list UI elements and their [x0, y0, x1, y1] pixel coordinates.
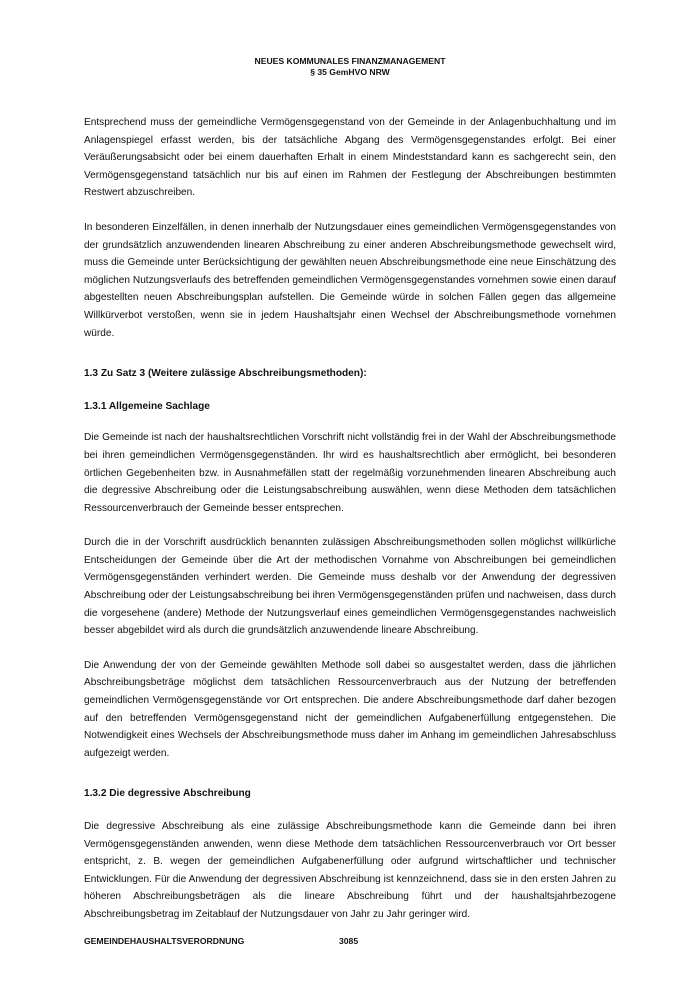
page-header — [0, 56, 700, 78]
paragraph: Entsprechend muss der gemeindliche Vermögensgegenstand von der Gemeinde in der Anlagenbuchhaltung und im Anlagenspiegel erfasst werden, bis der tatsächliche Abgang des Vermögensgegenstandes erfolgt. Bei einer Veräußerungsabsicht oder bei einem dauerhaften Erhalt in einem Mindeststandard kann es sachgerecht sein, den Vermögensgegenstand tatsächlich nur bis auf einen im Rahmen der Festlegung der Abschreibungen bestimmten Restwert abzuschreiben. — [84, 117, 616, 199]
paragraph: Die degressive Abschreibung als eine zulässige Abschreibungsmethode kann die Gemeinde dann bei ihren Vermögensgegenständen anwenden, wenn diese Methode dem tatsächlichen Ressourcenverbrauch vor Ort besser entspricht, z. B. wegen der gemeindlichen Aufgabenerfüllung oder aufgrund wirtschaftlicher und technischer Entwicklungen. Für die Anwendung der degressiven Abschreibung ist kennzeichnend, dass sie in den ersten Jahren zu höheren Abschreibungsbeträgen als die lineare Abschreibung führt und der haushaltsjahrbezogene Abschreibungsbetrag im Zeitablauf der Nutzungsdauer von Jahr zu Jahr geringer wird. — [84, 821, 616, 920]
paragraph: Die Anwendung der von der Gemeinde gewählten Methode soll dabei so ausgestaltet werden, dass die jährlichen Abschreibungsbeträge möglichst dem tatsächlichen Ressourcenverbrauch aus der Nutzung der betreffenden gemeindlichen Vermögensgegenstände vor Ort entsprechen. Die andere Abschreibungsmethode darf daher bezogen auf den betreffenden Vermögensgegenstand nicht der gemeindlichen Aufgabenerfüllung entgegenstehen. Die Notwendigkeit eines Wechsels der Abschreibungsmethode muss daher im Anhang im gemeindlichen Jahresabschluss aufgezeigt werden. — [84, 659, 616, 759]
paragraph: Die Gemeinde ist nach der haushaltsrechtlichen Vorschrift nicht vollständig frei in der Wahl der Abschreibungsmethode bei ihren gemeindlichen Vermögensgegenständen. Ihr wird es haushaltsrechtlich aber ermöglicht, bei besonderen örtlichen Gegebenheiten bzw. in Ausnahmefällen statt der regelmäßig vorzunehmenden linearen Abschreibung auch die degressive Abschreibung oder die Leistungsabschreibung auswählen, wenn diese Methoden dem tatsächlichen Ressourcenverbrauch der Gemeinde besser entsprechen. — [84, 432, 616, 514]
section-heading: 1.3 Zu Satz 3 (Weitere zulässige Abschreibungsmethoden): — [84, 368, 367, 380]
document-body — [84, 114, 616, 924]
paragraph: In besonderen Einzelfällen, in denen innerhalb der Nutzungsdauer eines gemeindlichen Vermögensgegenstandes von der grundsätzlich anzuwendenden linearen Abschreibung zu einer anderen Abschreibungsmethode gewechselt wird, muss die Gemeinde unter Berücksichtigung der gewählten neuen Abschreibungsmethode eine neue Einschätzung des möglichen Nutzungsverlaufs des betreffenden gemeindlichen Vermögensgegenstandes vornehmen sowie einen darauf abgestellten neuen Abschreibungsplan aufstellen. Die Gemeinde würde in solchen Fällen gegen das allgemeine Willkürverbot verstoßen, wenn sie in jedem Haushaltsjahr einen Wechsel der Abschreibungsmethode vornehmen würde. — [84, 221, 616, 339]
paragraph: Durch die in der Vorschrift ausdrücklich benannten zulässigen Abschreibungsmethoden sollen möglichst willkürliche Entscheidungen der Gemeinde über die Art der methodischen Vornahme von Abschreibungen bei gemeindlichen Vermögensgegenständen verhindert werden. Die Gemeinde muss deshalb vor der Anwendung der degressiven Abschreibung oder der Leistungsabschreibung bei ihren Vermögensgegenständen prüfen und nachweisen, dass durch die vorgesehene (andere) Methode der Nutzungsverlauf eines gemeindlichen Vermögensgegenstandes nachweislich besser abgebildet wird als durch die grundsätzlich anzuwendende lineare Abschreibung. — [84, 537, 616, 637]
subsection-heading: 1.3.2 Die degressive Abschreibung — [84, 788, 251, 800]
footer-title: GEMEINDEHAUSHALTSVERORDNUNG — [84, 936, 245, 946]
subsection-heading: 1.3.1 Allgemeine Sachlage — [84, 400, 210, 412]
header-section: § 35 GemHVO NRW — [310, 67, 390, 77]
page-number: 3085 — [339, 936, 359, 946]
header-title: NEUES KOMMUNALES FINANZMANAGEMENT — [254, 56, 446, 66]
